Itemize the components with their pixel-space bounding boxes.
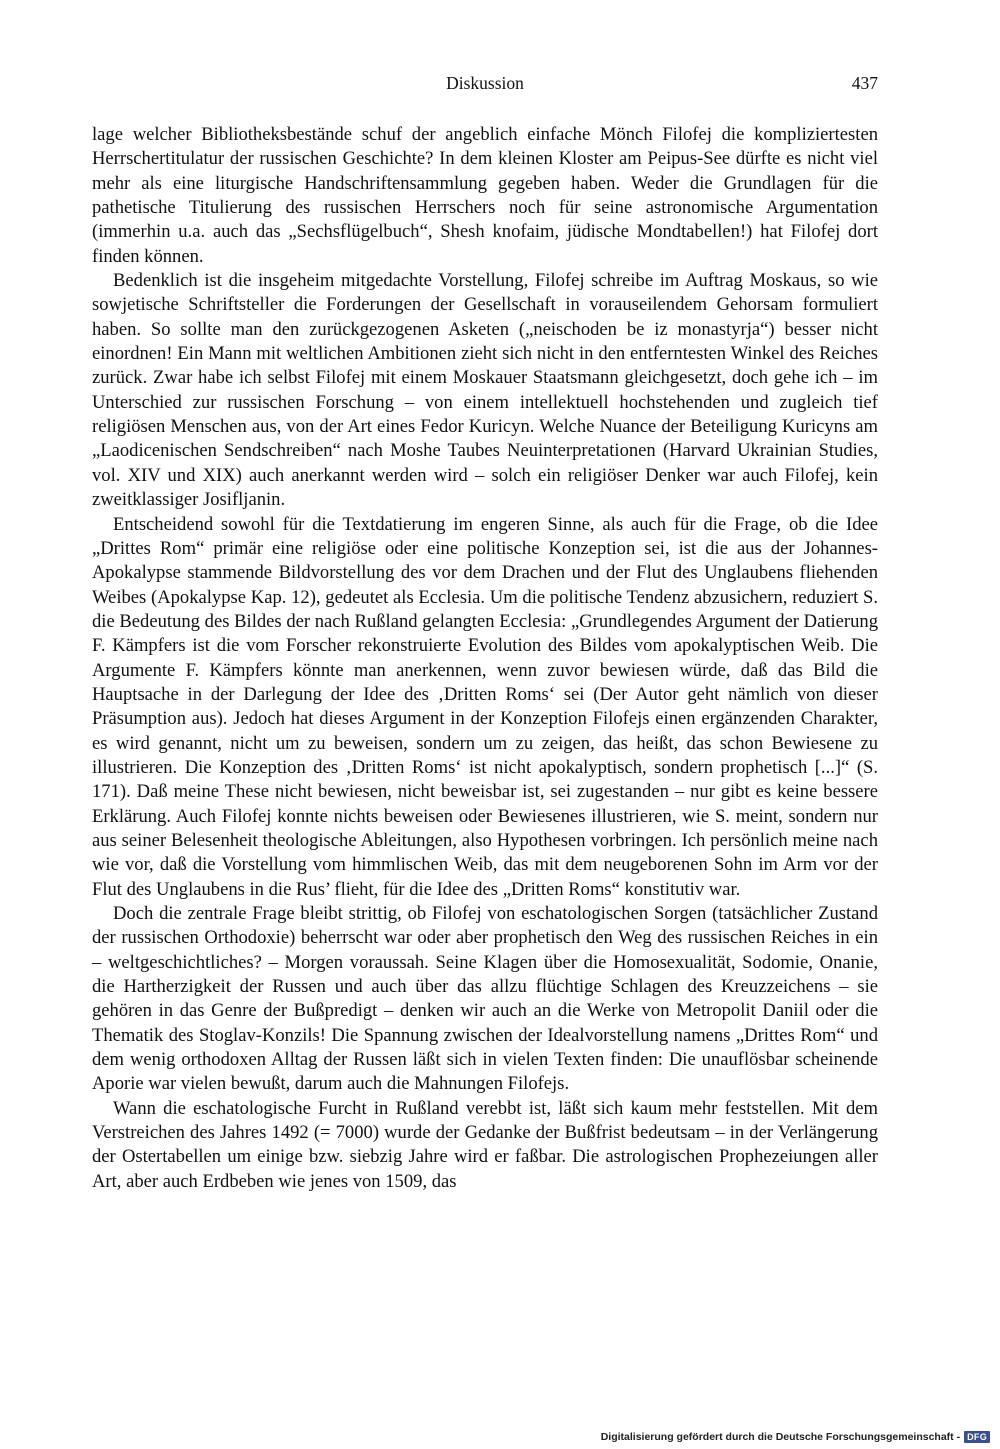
running-title: Diskussion: [446, 73, 524, 93]
paragraph: Entscheidend sowohl für die Textdatierung im engeren Sinne, als auch für die Frage, ob die Idee „Drittes Rom“ primär eine religiöse oder eine politische Konzeption sei, ist die aus der Johannes-Apokalypse stammende Bildvorstellung des vor dem Drachen und der Flut des Unglaubens fliehenden Weibes (Apokalypse Kap. 12), gedeutet als Ecclesia. Um die politische Tendenz abzusichern, reduziert S. die Bedeutung des Bildes der nach Rußland gelangten Ecclesia: „Grundlegendes Argument der Datierung F. Kämpfers ist die vom Forscher rekonstruierte Evolution des Bildes vom apokalyptischen Weib. Die Argumente F. Kämpfers könnte man anerkennen, wenn zuvor bewiesen würde, daß das Bild die Hauptsache in der Darlegung der Idee des ‚Dritten Roms‘ sei (Der Autor geht nämlich von dieser Präsumption aus). Jedoch hat dieses Argument in der Konzeption Filofejs einen ergänzenden Charakter, es wird genannt, nicht um zu beweisen, sondern um zu zeigen, das heißt, das schon Bewiesene zu illustrieren. Die Konzeption des ‚Dritten Roms‘ ist nicht apokalyptisch, sondern prophetisch [...]“ (S. 171). Daß meine These nicht bewiesen, nicht beweisbar ist, sei zugestanden – nur gibt es keine bessere Erklärung. Auch Filofej konnte nichts beweisen oder Bewiesenes illustrieren, wie S. meint, sondern nur aus seiner Belesenheit theologische Ableitungen, also Hypothesen vorbringen. Ich persönlich meine nach wie vor, daß die Vorstellung vom himmlischen Weib, das mit dem neugeborenen Sohn im Arm vor der Flut des Unglaubens in die Rus’ flieht, für die Idee des „Dritten Roms“ konstitutiv war.: [92, 513, 878, 900]
paragraph: Wann die eschatologische Furcht in Rußland verebbt ist, läßt sich kaum mehr feststellen. Mit dem Verstreichen des Jahres 1492 (= 7000) wurde der Gedanke der Bußfrist bedeutsam – in der Verlängerung der Ostertabellen um einige bzw. siebzig Jahre wird er faßbar. Die astrologischen Prophezeiungen aller Art, aber auch Erdbeben wie jenes von 1509, das: [92, 1097, 878, 1192]
paragraph: Bedenklich ist die insgeheim mitgedachte Vorstellung, Filofej schreibe im Auftrag Moskaus, so wie sowjetische Schriftsteller die Forderungen der Gesellschaft in vorauseilendem Gehorsam formuliert haben. So sollte man den zurückgezogenen Asketen („neischoden be iz monastyrja“) besser nicht einordnen! Ein Mann mit weltlichen Ambitionen zieht sich nicht in den entferntesten Winkel des Reiches zurück. Zwar habe ich selbst Filofej mit einem Moskauer Staatsmann gleichgesetzt, doch gehe ich – im Unterschied zur russischen Forschung – von einem intellektuell hochstehenden und zugleich tief religiösen Menschen aus, von der Art eines Fedor Kuricyn. Welche Nuance der Beteiligung Kuricyns am „Laodicenischen Sendschreiben“ nach Moshe Taubes Neuinterpretationen (Harvard Ukrainian Studies, vol. XIV und XIX) auch anerkannt werden wird – solch ein religiöser Denker war auch Filofej, kein zweitklassiger Josifljanin.: [92, 270, 878, 511]
digitization-footer: [601, 1431, 990, 1443]
running-head: [92, 73, 878, 97]
footer-text: Digitalisierung gefördert durch die Deutsche Forschungsgemeinschaft -: [600, 1431, 961, 1443]
page-number: 437: [851, 73, 878, 93]
paragraph: Doch die zentrale Frage bleibt strittig, ob Filofej von eschatologischen Sorgen (tatsächlicher Zustand der russischen Orthodoxie) beherrscht war oder aber prophetisch den Weg des russischen Reiches in ein – weltgeschichtliches? – Morgen voraussah. Seine Klagen über die Homosexualität, Sodomie, Onanie, die Hartherzigkeit der Russen und auch über das allzu flüchtige Schlagen des Kreuzzeichens – sie gehören in das Genre der Bußpredigt – denken wir auch an die Werke von Metropolit Daniil oder die Thematik des Stoglav-Konzils! Die Spannung zwischen der Idealvorstellung namens „Drittes Rom“ und dem wenig orthodoxen Alltag der Russen läßt sich in vielen Texten finden: Die unauflösbar scheinende Aporie war vielen bewußt, darum auch die Mahnungen Filofejs.: [92, 903, 878, 1095]
paragraph: lage welcher Bibliotheksbestände schuf der angeblich einfache Mönch Filofej die kompliziertesten Herrschertitulatur der russischen Geschichte? In dem kleinen Kloster am Peipus-See dürfte es nicht viel mehr als eine liturgische Handschriftensammlung gegeben haben. Weder die Grundlagen für die pathetische Titulierung des russischen Herrschers noch für seine astronomische Argumentation (immerhin u.a. auch das „Sechsflügelbuch“, Shesh knofaim, jüdische Mondtabellen!) hat Filofej dort finden können.: [92, 124, 878, 267]
dfg-logo: DFG: [964, 1431, 990, 1443]
body-text: [92, 123, 878, 1194]
